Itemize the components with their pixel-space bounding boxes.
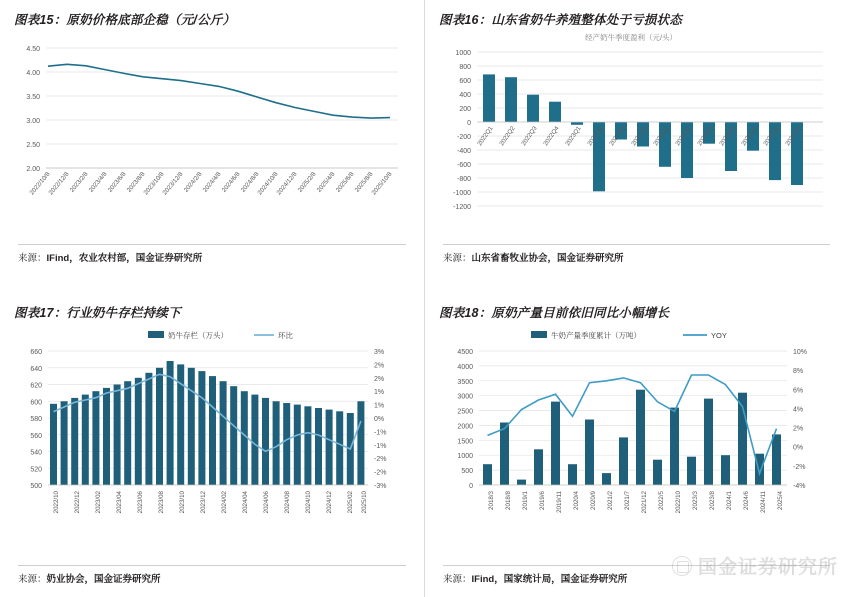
- svg-text:2024/8/8: 2024/8/8: [239, 170, 261, 194]
- svg-text:2022Q4: 2022Q4: [542, 125, 561, 148]
- svg-text:2023/3: 2023/3: [692, 491, 699, 510]
- svg-text:2023/12/8: 2023/12/8: [161, 170, 185, 197]
- figure-18-title: 图表18：原奶产量目前依旧同比小幅增长: [439, 306, 670, 320]
- svg-text:2020/9: 2020/9: [590, 491, 597, 510]
- legend-label-line: 环比: [278, 331, 293, 340]
- svg-text:2000: 2000: [457, 423, 473, 431]
- svg-text:2018/3: 2018/3: [488, 491, 495, 510]
- y-right-axis-group: [374, 349, 386, 490]
- divider-17: [18, 565, 406, 566]
- svg-text:2.50: 2.50: [26, 142, 40, 149]
- svg-text:2022/10/8: 2022/10/8: [28, 170, 52, 197]
- svg-text:2%: 2%: [793, 425, 804, 433]
- svg-text:2025/4: 2025/4: [777, 491, 784, 510]
- svg-text:2023Q1: 2023Q1: [564, 125, 583, 148]
- svg-text:1500: 1500: [457, 438, 473, 446]
- yoy-line: [488, 375, 777, 474]
- divider-16: [443, 244, 830, 245]
- svg-text:2021/12: 2021/12: [641, 491, 648, 514]
- source-body: IFind，农业农村部，国金证券研究所: [46, 253, 203, 264]
- bars-group: [483, 390, 781, 485]
- svg-text:2024/06: 2024/06: [263, 491, 270, 514]
- svg-text:600: 600: [30, 399, 42, 407]
- legend-group: [531, 330, 727, 340]
- cow-profit-bar-chart: [431, 26, 835, 226]
- figure-15-chart: [6, 26, 410, 221]
- svg-text:4500: 4500: [457, 349, 473, 356]
- svg-text:-2%: -2%: [793, 463, 806, 471]
- svg-text:2023/8: 2023/8: [709, 491, 716, 510]
- svg-text:2022/10: 2022/10: [53, 491, 60, 514]
- svg-text:-1200: -1200: [453, 204, 471, 211]
- svg-text:2019/1: 2019/1: [522, 491, 529, 510]
- milk-output-chart: [431, 325, 835, 535]
- figure-18-chart: [431, 325, 835, 535]
- svg-text:2024/2/8: 2024/2/8: [182, 170, 204, 194]
- svg-text:2024/02: 2024/02: [221, 491, 228, 514]
- svg-text:2024Q2: 2024Q2: [674, 125, 693, 148]
- svg-text:-3%: -3%: [374, 483, 387, 490]
- svg-text:-2%: -2%: [374, 469, 387, 477]
- svg-text:-600: -600: [456, 162, 471, 169]
- svg-text:2025/8/8: 2025/8/8: [353, 170, 375, 194]
- svg-text:-1%: -1%: [374, 429, 387, 437]
- svg-text:1%: 1%: [374, 402, 385, 410]
- svg-text:3.50: 3.50: [26, 94, 40, 101]
- svg-text:10%: 10%: [793, 349, 808, 356]
- svg-text:4000: 4000: [457, 363, 473, 371]
- svg-text:2023/04: 2023/04: [116, 491, 123, 514]
- svg-text:1000: 1000: [457, 453, 473, 461]
- svg-text:200: 200: [459, 106, 471, 113]
- figure-17-source: [18, 571, 161, 585]
- svg-text:-800: -800: [456, 176, 471, 183]
- svg-text:660: 660: [30, 349, 42, 356]
- svg-text:1%: 1%: [374, 389, 385, 397]
- figure-panel-16: [424, 0, 848, 285]
- source-prefix: 来源：: [18, 253, 47, 264]
- x-axis-group: [53, 490, 368, 513]
- svg-text:2024/11: 2024/11: [760, 491, 767, 513]
- svg-text:2025/6/8: 2025/6/8: [334, 170, 356, 194]
- svg-text:-200: -200: [456, 134, 471, 141]
- svg-text:2025/4/8: 2025/4/8: [315, 170, 337, 194]
- x-axis-group: [28, 170, 393, 196]
- svg-text:2%: 2%: [374, 362, 385, 370]
- legend-label-bars: 奶牛存栏（万头）: [168, 331, 228, 340]
- svg-text:2024/6: 2024/6: [743, 491, 750, 510]
- figure-panel-17: [0, 285, 424, 597]
- svg-text:600: 600: [459, 78, 471, 85]
- svg-text:2022Q3: 2022Q3: [520, 125, 539, 148]
- price-line: [48, 64, 390, 118]
- figure-16-title: 图表16：山东省奶牛养殖整体处于亏损状态: [439, 13, 682, 27]
- svg-text:4.00: 4.00: [26, 70, 40, 77]
- figure-18-source: [443, 571, 627, 585]
- mom-line: [54, 374, 361, 451]
- divider-15: [18, 244, 406, 245]
- svg-text:2%: 2%: [374, 375, 385, 383]
- vertical-divider: [424, 0, 425, 597]
- svg-text:2500: 2500: [457, 408, 473, 416]
- svg-text:500: 500: [461, 468, 473, 476]
- svg-text:2025/10/8: 2025/10/8: [370, 170, 394, 197]
- svg-text:2023/08: 2023/08: [158, 491, 165, 514]
- svg-text:2022/10: 2022/10: [675, 491, 682, 514]
- svg-text:540: 540: [30, 449, 42, 457]
- figure-17-title: 图表17：行业奶牛存栏持续下: [14, 306, 181, 320]
- legend-label-line: YOY: [711, 331, 727, 340]
- svg-text:2024/12/8: 2024/12/8: [275, 170, 299, 197]
- figure-16-chart: [431, 26, 835, 226]
- svg-text:2024/08: 2024/08: [284, 491, 291, 514]
- svg-text:2019/6: 2019/6: [539, 491, 546, 510]
- x-axis-group: [488, 490, 784, 513]
- svg-text:0%: 0%: [374, 416, 385, 423]
- svg-text:2023Q4: 2023Q4: [630, 125, 649, 148]
- svg-text:2023/10/8: 2023/10/8: [142, 170, 166, 197]
- svg-text:2018/8: 2018/8: [505, 491, 512, 510]
- svg-text:400: 400: [459, 92, 471, 99]
- svg-text:1000: 1000: [455, 50, 471, 57]
- svg-text:2025/2/8: 2025/2/8: [296, 170, 318, 194]
- svg-text:2024Q1: 2024Q1: [652, 125, 671, 148]
- figure-panel-18: [424, 285, 848, 597]
- svg-text:2023/02: 2023/02: [95, 491, 102, 514]
- svg-text:2024/12: 2024/12: [326, 491, 333, 514]
- svg-text:-1%: -1%: [374, 442, 387, 450]
- figure-panel-15: [0, 0, 424, 285]
- svg-text:2022/12/8: 2022/12/8: [47, 170, 71, 197]
- svg-text:640: 640: [30, 365, 42, 373]
- svg-text:2023/06: 2023/06: [137, 491, 144, 514]
- svg-text:2024/04: 2024/04: [242, 491, 249, 514]
- svg-text:800: 800: [459, 64, 471, 71]
- svg-text:2.00: 2.00: [26, 166, 40, 173]
- svg-text:-2%: -2%: [374, 456, 387, 464]
- source-prefix: 来源：: [443, 574, 472, 585]
- svg-text:2025Q1: 2025Q1: [740, 125, 759, 148]
- y-right-axis-group: [793, 349, 807, 490]
- svg-text:580: 580: [30, 416, 42, 423]
- svg-text:2023/4/8: 2023/4/8: [87, 170, 109, 194]
- svg-text:2022Q1: 2022Q1: [476, 125, 495, 148]
- svg-text:2022/12: 2022/12: [74, 491, 81, 514]
- svg-text:4.50: 4.50: [26, 46, 40, 53]
- svg-text:3%: 3%: [374, 349, 385, 356]
- svg-text:2022Q2: 2022Q2: [498, 125, 517, 148]
- svg-text:2021/7: 2021/7: [624, 491, 631, 510]
- svg-text:3000: 3000: [457, 393, 473, 401]
- svg-text:2023/8/8: 2023/8/8: [125, 170, 147, 194]
- svg-text:500: 500: [30, 483, 42, 490]
- legend-label-bars: 牛奶产量季度累计（万吨）: [551, 331, 641, 340]
- svg-text:-400: -400: [456, 148, 471, 155]
- svg-text:2024/4/8: 2024/4/8: [201, 170, 223, 194]
- svg-text:3500: 3500: [457, 378, 473, 386]
- svg-text:4%: 4%: [793, 406, 804, 414]
- chart-unit-label: 经产奶牛季度盈利（元/头）: [584, 33, 678, 42]
- svg-text:2023Q2: 2023Q2: [586, 125, 605, 148]
- svg-text:2021/2: 2021/2: [607, 491, 614, 510]
- milk-price-line-chart: [6, 26, 410, 221]
- svg-text:-4%: -4%: [793, 483, 806, 490]
- svg-text:2023/2/8: 2023/2/8: [68, 170, 90, 194]
- figure-15-title: 图表15：原奶价格底部企稳（元/公斤）: [14, 13, 236, 27]
- cow-inventory-chart: [6, 325, 410, 535]
- source-prefix: 来源：: [18, 574, 47, 585]
- svg-text:2022/5: 2022/5: [658, 491, 665, 510]
- svg-text:2025Q2: 2025Q2: [762, 125, 781, 148]
- divider-18: [443, 565, 830, 566]
- svg-text:6%: 6%: [793, 387, 804, 395]
- svg-text:2024/10: 2024/10: [305, 491, 312, 514]
- svg-text:2023Q3: 2023Q3: [608, 125, 627, 148]
- watermark-text: 国金证券研究所: [697, 557, 838, 578]
- svg-text:0: 0: [467, 120, 471, 127]
- svg-text:2025/02: 2025/02: [347, 491, 354, 514]
- svg-text:2024/10/8: 2024/10/8: [256, 170, 280, 197]
- svg-text:0: 0: [469, 483, 473, 490]
- svg-text:2023/6/8: 2023/6/8: [106, 170, 128, 194]
- figure-15-source: [18, 250, 202, 264]
- svg-text:2025/10: 2025/10: [361, 491, 368, 514]
- svg-text:2023/12: 2023/12: [200, 491, 207, 514]
- svg-text:0%: 0%: [793, 444, 804, 452]
- legend-group: [148, 330, 293, 340]
- svg-text:2025Q3: 2025Q3: [784, 125, 803, 148]
- svg-text:2024/6/8: 2024/6/8: [220, 170, 242, 194]
- svg-text:2024/1: 2024/1: [726, 491, 733, 510]
- svg-text:8%: 8%: [793, 368, 804, 376]
- figure-16-source: [443, 250, 624, 264]
- svg-text:-1000: -1000: [453, 190, 471, 197]
- svg-text:2023/10: 2023/10: [179, 491, 186, 514]
- bars-group: [50, 361, 364, 485]
- svg-text:2024Q3: 2024Q3: [696, 125, 715, 148]
- source-body: 奶业协会，国金证券研究所: [46, 574, 161, 585]
- svg-text:2020/4: 2020/4: [573, 491, 580, 510]
- source-body: IFind，国家统计局，国金证券研究所: [471, 574, 628, 585]
- figure-17-chart: [6, 325, 410, 535]
- svg-text:3.00: 3.00: [26, 118, 40, 125]
- svg-text:2024Q4: 2024Q4: [718, 125, 737, 148]
- source-body: 山东省畜牧业协会，国金证券研究所: [471, 253, 624, 264]
- svg-text:520: 520: [30, 466, 42, 474]
- source-prefix: 来源：: [443, 253, 472, 264]
- svg-text:620: 620: [30, 382, 42, 390]
- svg-text:560: 560: [30, 432, 42, 440]
- svg-text:2019/11: 2019/11: [556, 491, 563, 513]
